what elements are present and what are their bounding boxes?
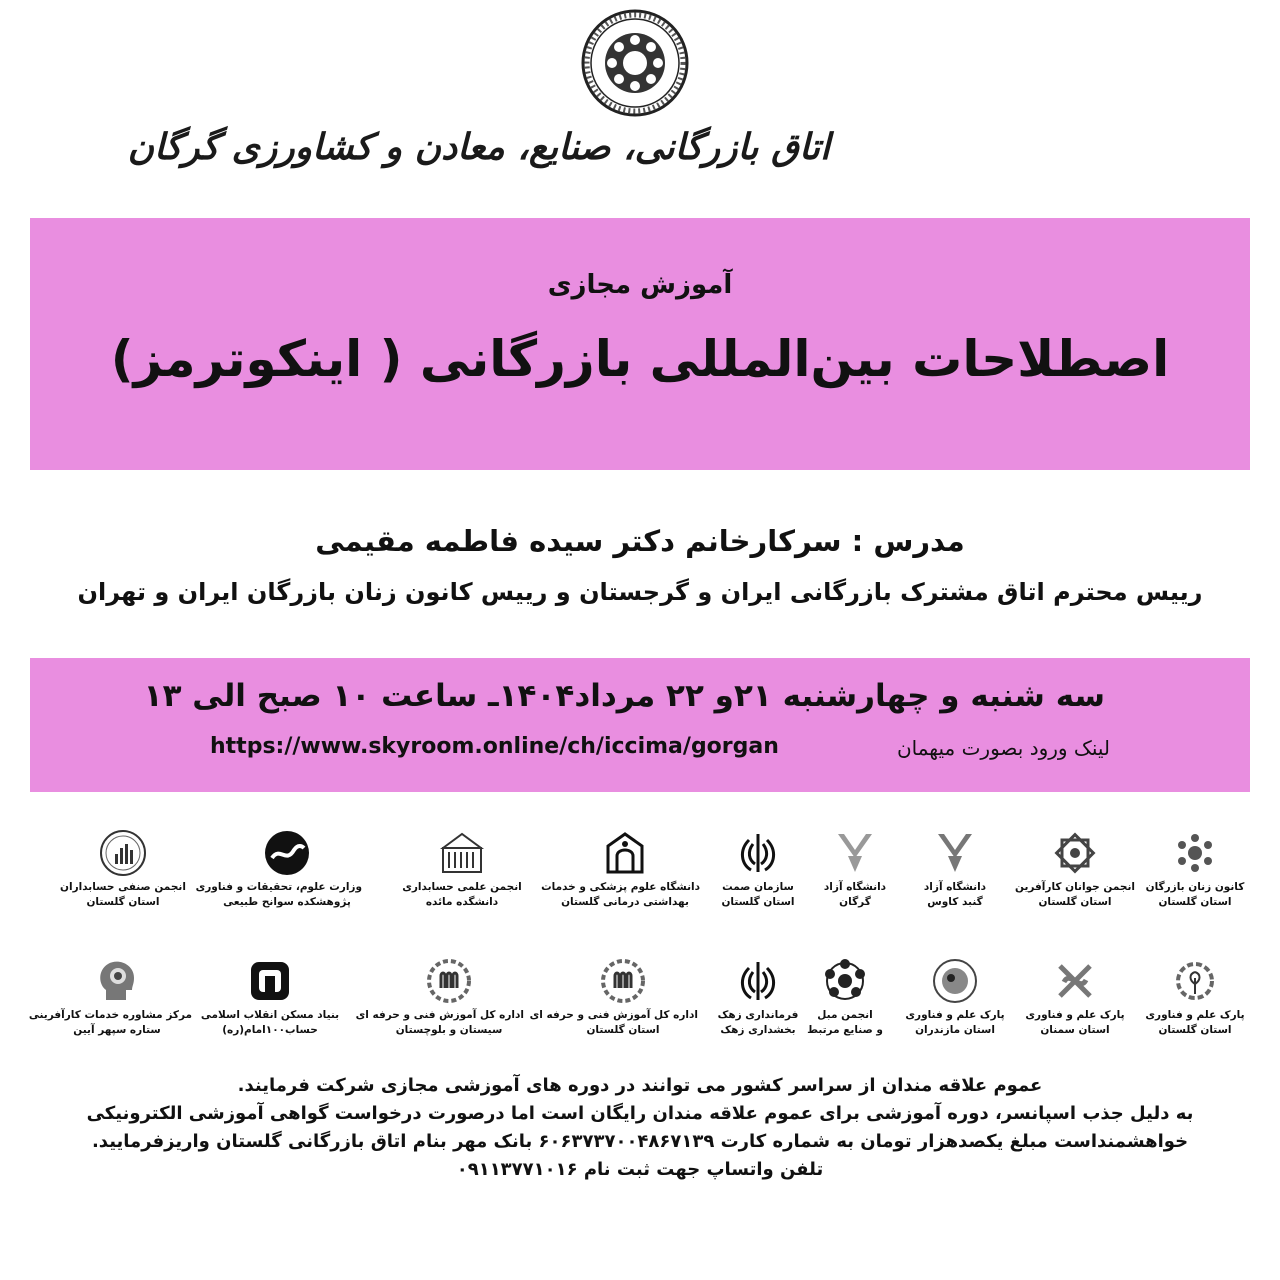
partner-item — [683, 956, 833, 1052]
partner-name: سازمان صمت — [722, 881, 794, 893]
partner-region: بخشداری زهک — [720, 1024, 796, 1036]
partner-name: انجمن صنفی حسابداران — [60, 881, 186, 893]
partner-region: ستاره سپهر آیین — [73, 1024, 161, 1036]
accounting-association-icon — [437, 828, 487, 878]
entrepreneurship-center-icon — [92, 956, 142, 1006]
whatsapp-phone: تلفن واتساپ جهت ثبت نام ۰۹۱۱۳۷۷۱۰۱۶ — [456, 1159, 824, 1180]
partner-region: استان گلستان — [86, 896, 160, 908]
schedule-date: سه شنبه و چهارشنبه ۲۱و ۲۲ مرداد۱۴۰۴ـ ساعت ۱۰ صبح الی ۱۳ — [143, 678, 1105, 714]
iran-emblem-icon — [733, 828, 783, 878]
note-line: به دلیل جذب اسپانسر، دوره آموزشی برای عموم علاقه مندان رایگان است اما درصورت درخواست گواهی آموزشی الکترونیکی — [86, 1103, 1194, 1124]
partner-item — [48, 828, 198, 924]
technical-training-icon — [598, 956, 648, 1006]
instructor-role: رییس محترم اتاق مشترک بازرگانی ایران و گرجستان و رییس کانون زنان بازرگان ایران و تهران — [77, 578, 1203, 606]
partner-item — [355, 956, 524, 1052]
partner-name: پارک علم و فناوری — [1025, 1009, 1125, 1021]
chamber-name: اتاق بازرگانی، صنایع، معادن و کشاورزی گرگان — [127, 126, 830, 168]
accountants-association-icon — [98, 828, 148, 878]
young-entrepreneurs-icon — [1050, 828, 1100, 878]
partner-region: و صنایع مرتبط — [807, 1024, 883, 1036]
chamber-emblem-icon — [580, 8, 690, 118]
partner-name: وزارت علوم، تحقیقات و فناوری — [195, 881, 362, 893]
partner-name: کانون زنان بازرگان — [1145, 881, 1245, 893]
partner-name: اداره کل آموزش فنی و حرفه ای — [529, 1009, 698, 1021]
partner-item — [541, 828, 700, 924]
partner-region: حساب۱۰۰امام(ره) — [222, 1024, 318, 1036]
partner-region: استان گلستان — [721, 896, 795, 908]
note-line: خواهشمنداست مبلغ یکصدهزار تومان به شماره کارت ۶۰۶۳۷۳۷۰۰۴۸۶۷۱۳۹ بانک مهر بنام اتاق بازرگانی گلستان واریزفرمایید. — [91, 1131, 1189, 1152]
link-label: لینک ورود بصورت میهمان — [896, 736, 1110, 760]
schedule-banner — [30, 658, 1250, 792]
partner-region: استان گلستان — [1158, 896, 1232, 908]
partner-region: استان گلستان — [586, 1024, 660, 1036]
science-park-icon — [1170, 956, 1220, 1006]
partner-name: اداره کل آموزش فنی و حرفه ای — [355, 1009, 524, 1021]
partner-region: سیستان و بلوچستان — [395, 1024, 503, 1036]
partner-region: پژوهشکده سوانح طبیعی — [223, 896, 351, 908]
chamber-logo — [127, 8, 830, 203]
partner-region: استان سمنان — [1040, 1024, 1110, 1036]
partner-name: بنیاد مسکن انقلاب اسلامی — [200, 1009, 340, 1021]
partner-region: استان گلستان — [1038, 896, 1112, 908]
partner-item — [529, 956, 698, 1052]
technical-training-icon — [424, 956, 474, 1006]
partner-name: مرکز مشاوره خدمات کارآفرینی — [28, 1009, 192, 1021]
partner-name: انجمن جوانان کارآفرین — [1015, 881, 1135, 893]
partner-item — [683, 828, 833, 924]
partner-name: انجمن مبل — [817, 1009, 873, 1021]
partner-name: پارک علم و فناوری — [905, 1009, 1005, 1021]
partner-region: استان مازندران — [915, 1024, 995, 1036]
partner-region: گرگان — [839, 896, 871, 908]
registration-notes — [60, 1072, 1220, 1184]
medical-university-icon — [600, 828, 650, 878]
science-park-icon — [930, 956, 980, 1006]
housing-foundation-icon — [245, 956, 295, 1006]
partner-name: پارک علم و فناوری — [1145, 1009, 1245, 1021]
title-banner — [30, 218, 1250, 470]
banner-subtitle: آموزش مجازی — [547, 270, 733, 300]
partner-region: استان گلستان — [1158, 1024, 1232, 1036]
partner-item — [195, 828, 362, 924]
partner-name: انجمن علمی حسابداری — [402, 881, 522, 893]
azad-university-icon — [930, 828, 980, 878]
skyroom-link[interactable]: https://www.skyroom.online/ch/iccima/gorgan — [210, 734, 779, 759]
partner-item — [387, 828, 537, 924]
iran-emblem-icon — [733, 956, 783, 1006]
partner-region: بهداشتی درمانی گلستان — [561, 896, 689, 908]
partner-region: گنبد کاوس — [927, 896, 983, 908]
partner-name: دانشگاه آزاد — [823, 881, 887, 893]
partner-name: دانشگاه آزاد — [923, 881, 987, 893]
science-ministry-icon — [262, 828, 312, 878]
partner-item — [195, 956, 345, 1052]
women-entrepreneurs-icon — [1170, 828, 1220, 878]
course-title: اصطلاحات بین‌المللی بازرگانی ( اینکوترمز) — [110, 330, 1170, 388]
instructor-name: مدرس : سرکارخانم دکتر سیده فاطمه مقیمی — [315, 524, 965, 558]
science-park-icon — [1050, 956, 1100, 1006]
partner-name: دانشگاه علوم پزشکی و خدمات — [541, 881, 700, 893]
note-line: عموم علاقه مندان از سراسر کشور می توانند در دوره های آموزشی مجازی شرکت فرمایند. — [237, 1075, 1043, 1096]
azad-university-icon — [830, 828, 880, 878]
partner-name: فرمانداری زهک — [717, 1009, 799, 1021]
partner-region: دانشگده مائده — [425, 896, 499, 908]
partner-item — [28, 956, 192, 1052]
